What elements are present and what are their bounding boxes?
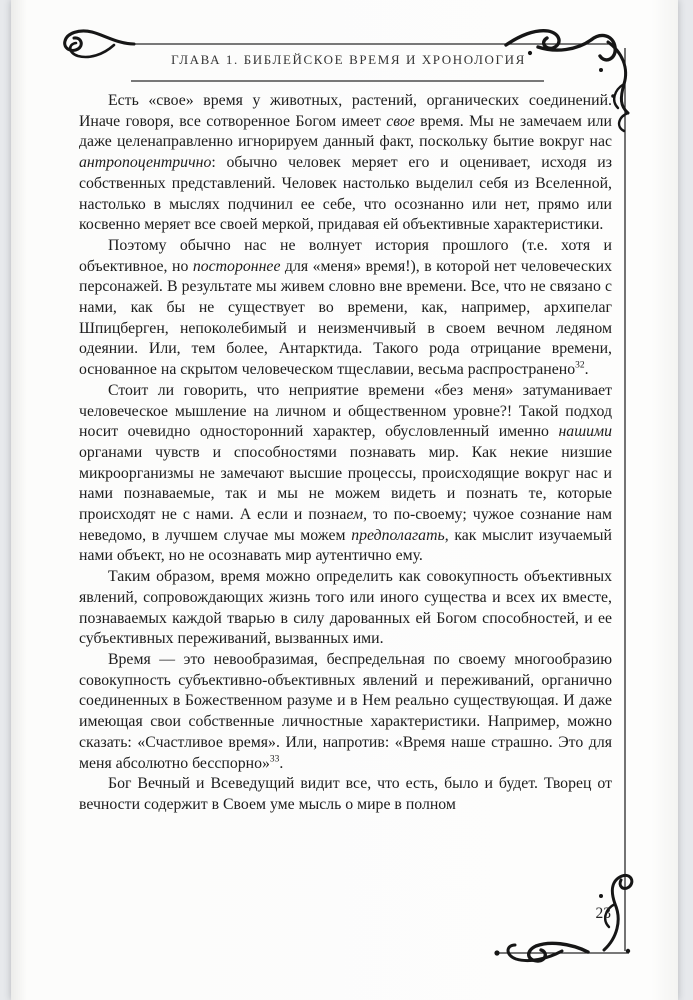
body-text xyxy=(79,91,612,816)
paragraph: Таким образом, время можно определить как совокупность объективных явлений, сопровождающих жизнь того или иного существа и всех их вместе, познаваемых каждой тварью в силу дарованных ей Богом способностей, и ее субъективных переживаний, вызванных ими. xyxy=(79,568,612,648)
page-number: 23 xyxy=(595,905,611,922)
paragraph: Время — это невообразимая, беспредельная по своему многообразию совокупность субъективно-объективных явлений и переживаний, органично соединенных в Божественном разуме и в Нем реально существующая. И даже имеющая свои собственные личностные характеристики. Например, можно сказать: «Счастливое время». Или, напротив: «Время наше страшно. Это для меня абсолютно бесспорно»$^{33}$. xyxy=(79,650,612,772)
paragraph: Поэтому обычно нас не волнует история прошлого (т.е. хотя и объективное, но постороннее для «меня» время!), в которой нет человеческих персонажей. В результате мы живем словно вне времени. Все, что не связано с нами, как бы не существует во времени, как, например, архипелаг Шпицберген, непоколебимый и неизменчивый в своем вечном ледяном одеянии. Или, тем более, Антарктида. Такого рода отрицание времени, основанное на скрытом человеческом тщеславии, весьма распространено$^{32}$. xyxy=(79,236,612,379)
paragraph: Бог Вечный и Всеведущий видит все, что есть, было и будет. Творец от вечности содержит в Своем уме мысль о мире в полном xyxy=(79,775,612,813)
book-page xyxy=(11,0,678,1000)
top-left-flourish-icon xyxy=(65,31,134,57)
chapter-title: ГЛАВА 1. БИБЛЕЙСКОЕ ВРЕМЯ И ХРОНОЛОГИЯ xyxy=(171,52,526,67)
paragraph: Есть «свое» время у животных, растений, органических соединений. Иначе говоря, все сотворенное Богом имеет свое время. Мы не замечаем или даже целенаправленно игнорируем данный факт, поскольку бытие вокруг нас антропоцентрично: обычно человек меряет его и оценивает, исходя из собственных представлений. Человек настолько выделил себя из Вселенной, настолько в мыслях подчинил ее себе, что осознанно или нет, прямо или косвенно меряет все своей меркой, придавая ей объективные характеристики. xyxy=(79,92,612,234)
paragraph: Стоит ли говорить, что неприятие времени «без меня» затуманивает человеческое мышление на личном и общественном уровне?! Такой подход носит очевидно односторонний характер, обусловленный именно нашими органами чувств и способностями познавать мир. Как некие низшие микроорганизмы не замечают высшие процессы, происходящие вокруг нас и нами познаваемые, так и мы не можем видеть и познать те, которые происходят не с нами. А если и познаем, то по-своему; чужое сознание нам неведомо, в лучшем случае мы можем предполагать, как мыслит изучаемый нами объект, но не осознавать мир аутентично ему. xyxy=(79,381,612,565)
bottom-rule-end-dot xyxy=(494,950,499,955)
